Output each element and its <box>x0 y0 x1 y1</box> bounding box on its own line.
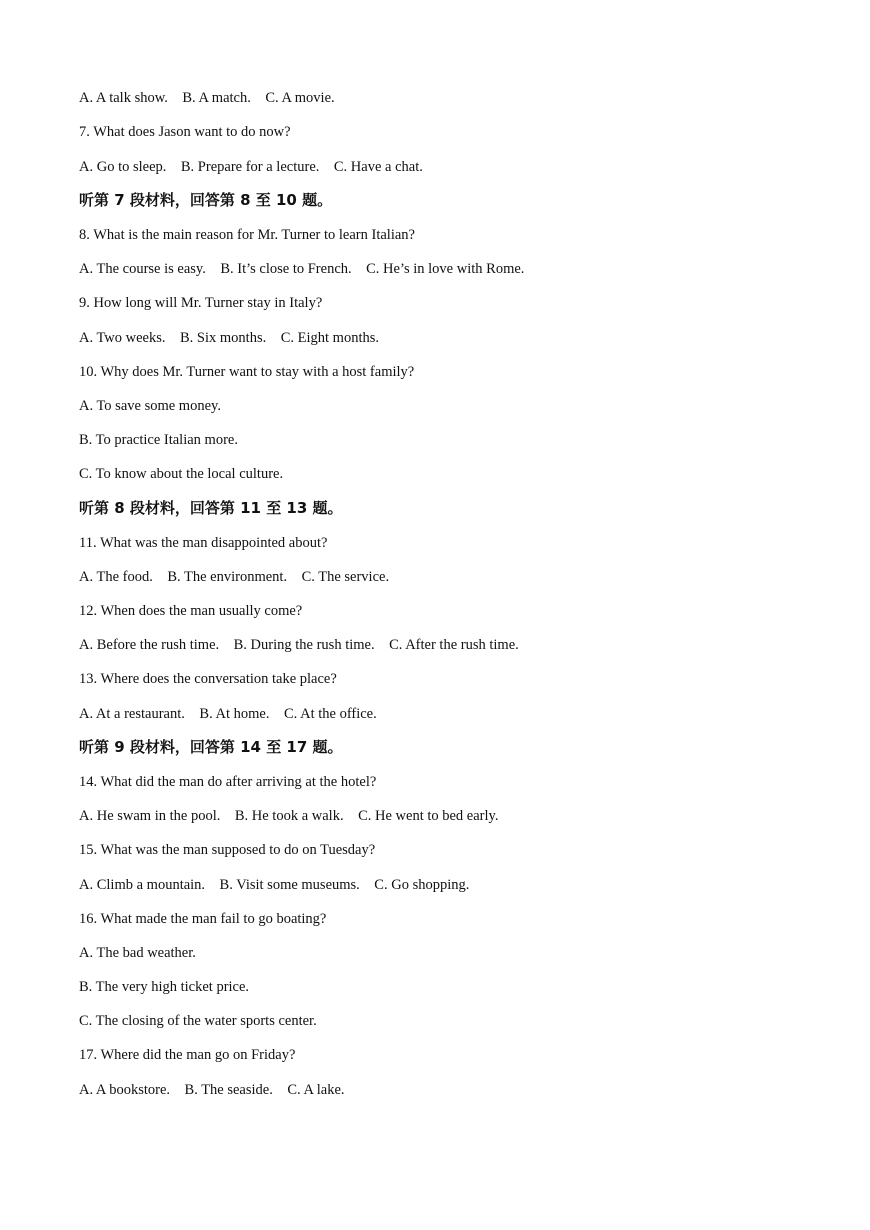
options-line: A. At a restaurant. B. At home. C. At the office. <box>79 706 377 722</box>
question-7: 7. What does Jason want to do now? <box>79 124 291 140</box>
option-c: C. To know about the local culture. <box>79 466 284 482</box>
options-line: A. A bookstore. B. The seaside. C. A lake. <box>79 1082 345 1098</box>
question-16: 16. What made the man fail to go boating? <box>79 911 327 927</box>
option-b: B. To practice Italian more. <box>79 432 238 448</box>
option-a: A. The bad weather. <box>79 945 196 961</box>
option-b: B. The very high ticket price. <box>79 979 250 995</box>
options-line: A. Go to sleep. B. Prepare for a lecture. C. Have a chat. <box>79 159 423 175</box>
options-line: A. The food. B. The environment. C. The service. <box>79 569 390 585</box>
options-line: A. The course is easy. B. It’s close to French. C. He’s in love with Rome. <box>79 261 525 277</box>
question-9: 9. How long will Mr. Turner stay in Italy? <box>79 295 323 311</box>
options-line: A. He swam in the pool. B. He took a walk. C. He went to bed early. <box>79 808 499 824</box>
question-8: 8. What is the main reason for Mr. Turner to learn Italian? <box>79 227 415 243</box>
options-line: A. Two weeks. B. Six months. C. Eight months. <box>79 330 380 346</box>
options-line: A. Climb a mountain. B. Visit some museums. C. Go shopping. <box>79 877 470 893</box>
options-line: A. Before the rush time. B. During the rush time. C. After the rush time. <box>79 637 519 653</box>
question-12: 12. When does the man usually come? <box>79 603 303 619</box>
question-14: 14. What did the man do after arriving at the hotel? <box>79 774 377 790</box>
section-heading: 听第 7 段材料，回答第 8 至 10 题。 <box>79 191 333 209</box>
option-a: A. To save some money. <box>79 398 221 414</box>
option-c: C. The closing of the water sports center. <box>79 1013 317 1029</box>
options-line: A. A talk show. B. A match. C. A movie. <box>79 90 335 106</box>
question-15: 15. What was the man supposed to do on Tuesday? <box>79 842 376 858</box>
section-heading: 听第 9 段材料，回答第 14 至 17 题。 <box>79 738 343 756</box>
question-10: 10. Why does Mr. Turner want to stay with a host family? <box>79 364 415 380</box>
section-heading: 听第 8 段材料，回答第 11 至 13 题。 <box>79 499 343 517</box>
question-11: 11. What was the man disappointed about? <box>79 535 328 551</box>
question-13: 13. Where does the conversation take place? <box>79 671 337 687</box>
question-17: 17. Where did the man go on Friday? <box>79 1047 296 1063</box>
